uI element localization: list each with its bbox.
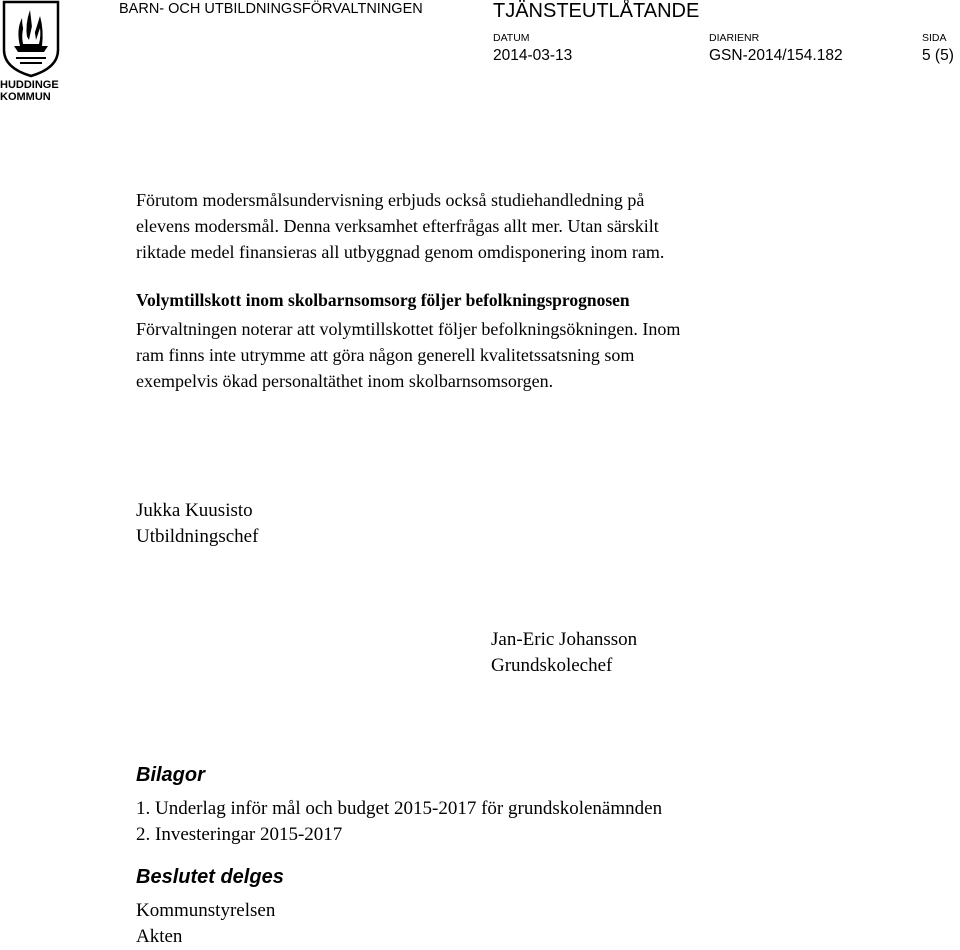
paragraph-volume [136, 316, 846, 394]
diarie-value: GSN-2014/154.182 [709, 47, 843, 64]
signature-title: Utbildningschef [136, 526, 259, 547]
section-heading: Volymtillskott inom skolbarnsomsorg följer befolkningsprognosen [136, 290, 630, 310]
list-item: Kommunstyrelsen [136, 900, 276, 921]
signature-education-chief [136, 498, 258, 550]
paragraph-line: ram finns inte utrymme att göra någon generell kvalitetssatsning som [136, 345, 635, 365]
municipal-crest-icon [0, 0, 62, 78]
distribution-list [136, 898, 275, 950]
list-item: Akten [136, 926, 183, 947]
attachments-list [136, 796, 662, 848]
paragraph-line: Förutom modersmålsundervisning erbjuds också studiehandledning på [136, 190, 645, 210]
paragraph-line: riktade medel finansieras all utbyggnad genom omdisponering inom ram. [136, 242, 665, 262]
logo-text [0, 79, 70, 103]
page-value: 5 (5) [922, 47, 954, 64]
department-name: BARN- OCH UTBILDNINGSFÖRVALTNINGEN [119, 1, 423, 17]
page-label: SIDA [922, 32, 947, 44]
list-item: 1. Underlag inför mål och budget 2015-2017 för grundskolenämnden [136, 798, 663, 819]
logo-text-line2: KOMMUN [0, 91, 51, 103]
attachments-heading: Bilagor [136, 764, 205, 786]
signature-name: Jan-Eric Johansson [491, 629, 638, 650]
paragraph-mother-tongue [136, 187, 836, 265]
paragraph-line: exempelvis ökad personaltäthet inom skolbarnsomsorgen. [136, 371, 554, 391]
paragraph-line: Förvaltningen noterar att volymtillskottet följer befolkningsökningen. Inom [136, 319, 681, 339]
signature-name: Jukka Kuusisto [136, 500, 253, 521]
signature-title: Grundskolechef [491, 655, 613, 676]
list-item: 2. Investeringar 2015-2017 [136, 824, 343, 845]
document-type: TJÄNSTEUTLÅTANDE [493, 0, 700, 22]
paragraph-line: elevens modersmål. Denna verksamhet efterfrågas allt mer. Utan särskilt [136, 216, 659, 236]
signature-school-chief [491, 627, 637, 679]
date-value: 2014-03-13 [493, 47, 573, 64]
distribution-heading: Beslutet delges [136, 866, 284, 888]
date-label: DATUM [493, 32, 530, 44]
diarie-label: DIARIENR [709, 32, 760, 44]
logo-text-line1: HUDDINGE [0, 79, 59, 91]
